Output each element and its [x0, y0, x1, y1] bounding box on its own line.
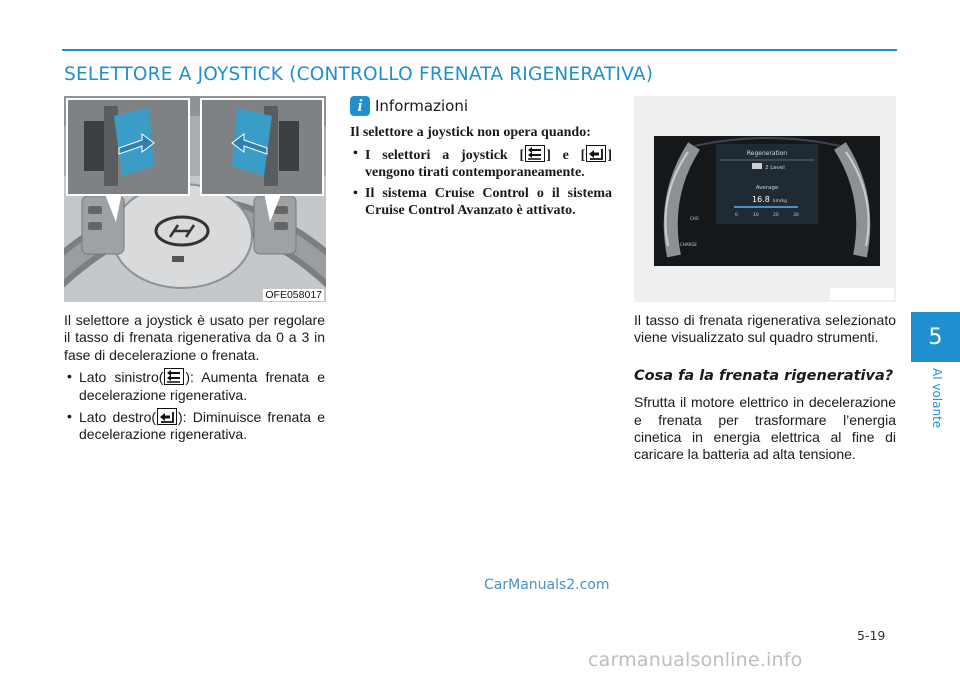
- info-bullet-cruise-control: • Il sistema Cruise Control o il sistema Cruise Control Avanzato è attivato.: [353, 185, 612, 218]
- chapter-label: Al volante: [930, 368, 944, 429]
- left-paddle-icon: [164, 368, 184, 385]
- cluster-average-unit: km/kg: [773, 199, 787, 204]
- bullet-left-side: • Lato sinistro( ): Aumenta frenata e decelerazione rigenerativa.: [67, 368, 325, 403]
- page-number: 5-19: [857, 628, 886, 643]
- bullet-dot: •: [67, 408, 72, 425]
- bullet-dot: •: [353, 185, 358, 201]
- info-column: [350, 124, 612, 220]
- cluster-average-value: 16.8: [752, 195, 770, 204]
- subheading: Cosa fa la frenata rigenerativa?: [634, 367, 894, 384]
- steering-wheel-illustration: [64, 96, 326, 302]
- watermark-carmanualsonline[interactable]: carmanualsonline.info: [588, 649, 803, 671]
- info-icon: i: [350, 96, 370, 116]
- info-title: Informazioni: [375, 97, 468, 115]
- right-paddle-icon: [586, 145, 606, 162]
- section-title: SELETTORE A JOYSTICK (CONTROLLO FRENATA RIGENERATIVA): [64, 64, 654, 85]
- cluster-scale-tick: 10: [753, 213, 759, 218]
- watermark-carmanuals2[interactable]: CarManuals2.com: [484, 577, 610, 593]
- cluster-scale-tick: 30: [793, 213, 799, 218]
- intro-paragraph: Il selettore a joystick è usato per regolare il tasso di frenata rigenerativa da 0 a 3 in fase di decelerazione o frenata.: [64, 312, 325, 363]
- header-rule: [62, 49, 897, 51]
- left-paddle-icon: [525, 145, 545, 162]
- cluster-code-mask: [830, 288, 894, 300]
- right-paddle-icon: [157, 408, 177, 425]
- bullet-right-side: • Lato destro( ): Diminuisce frenata e decelerazione rigenerativa.: [67, 408, 325, 443]
- cluster-average-label: Average: [755, 185, 779, 191]
- instrument-cluster-illustration: [634, 96, 896, 302]
- body-paragraph: Sfrutta il motore elettrico in decelerazione e frenata per trasformare l’energia cinetica in energia elettrica al fine di caricare la batteria ad alta tensione.: [634, 394, 896, 463]
- cluster-caption: Il tasso di frenata rigenerativa selezionato viene visualizzato sul quadro strumenti.: [634, 312, 896, 346]
- info-bullet-both-pulled: • I selettori a joystick [ ] e [ ] vengono tirati contemporaneamente.: [353, 145, 613, 180]
- cluster-title: Regeneration: [746, 150, 788, 157]
- info-intro: Il selettore a joystick non opera quando:: [350, 125, 591, 140]
- info-header: [350, 96, 620, 118]
- figure-code: OFE058017: [265, 289, 322, 301]
- cluster-scale-tick: 0: [735, 213, 738, 218]
- bullet-dot: •: [67, 368, 72, 385]
- right-column: [634, 312, 896, 464]
- cluster-charge-label: CHARGE: [680, 242, 697, 247]
- cluster-level: 2 Level: [765, 165, 785, 171]
- chapter-tab[interactable]: 5: [911, 312, 960, 362]
- cluster-chg-label: CHG: [690, 216, 699, 221]
- cluster-figure: [634, 96, 896, 302]
- bullet-dot: •: [353, 145, 358, 161]
- left-column: [64, 312, 325, 444]
- cluster-scale-tick: 20: [773, 213, 779, 218]
- steering-wheel-figure: [64, 96, 326, 302]
